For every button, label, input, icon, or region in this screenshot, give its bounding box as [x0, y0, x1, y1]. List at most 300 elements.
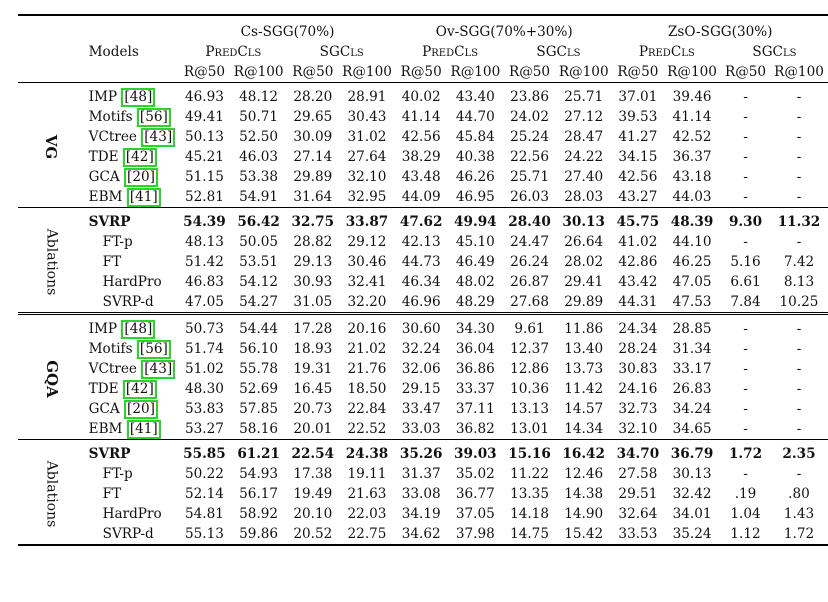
value-cell: 20.52 — [288, 524, 339, 545]
value-cell: 28.20 — [288, 83, 339, 108]
value-cell: 44.73 — [401, 254, 441, 270]
value-cell: 25.71 — [555, 83, 613, 108]
value-cell: - — [796, 381, 802, 397]
value-cell: 34.24 — [672, 401, 712, 417]
section-label-text: GQA — [42, 359, 61, 398]
metric-header: R@50 — [183, 64, 226, 80]
value-cell: 2.35 — [770, 440, 828, 465]
header-row-metrics — [18, 62, 828, 83]
table-row — [18, 440, 828, 465]
citation-link[interactable]: [42] — [123, 148, 157, 167]
value-cell: 17.28 — [288, 314, 339, 340]
value-cell: 40.38 — [455, 149, 495, 165]
value-cell: 55.78 — [239, 361, 279, 377]
value-cell: 50.22 — [184, 466, 224, 482]
value-cell: 48.12 — [230, 83, 288, 108]
table-row — [18, 399, 828, 419]
value-cell: 30.09 — [293, 129, 333, 145]
value-cell: 28.91 — [338, 83, 396, 108]
model-name: Motifs — [88, 341, 133, 357]
value-cell: - — [743, 189, 748, 205]
value-cell: 52.14 — [184, 486, 224, 502]
value-cell: 40.02 — [396, 83, 447, 108]
value-cell: 51.15 — [184, 169, 224, 185]
value-cell: 13.01 — [510, 421, 549, 437]
model-name: FT-p — [102, 234, 133, 250]
value-cell: 43.42 — [618, 274, 658, 290]
metric-header: R@50 — [617, 64, 659, 80]
value-cell: 21.02 — [347, 341, 387, 357]
value-cell: 38.29 — [401, 149, 441, 165]
value-cell: 34.15 — [618, 149, 658, 165]
section-label — [18, 208, 85, 314]
model-name: GCA — [88, 401, 120, 417]
model-name-cell — [85, 419, 180, 440]
model-name-cell — [85, 359, 180, 379]
metric-header: R@100 — [233, 64, 284, 80]
model-name-cell — [85, 107, 180, 127]
value-cell: 46.25 — [672, 254, 712, 270]
citation-link[interactable]: [41] — [127, 188, 161, 207]
value-cell: 12.86 — [510, 361, 549, 377]
results-table — [18, 14, 828, 546]
value-cell: 22.75 — [338, 524, 396, 545]
value-cell: 36.79 — [663, 440, 721, 465]
value-cell: 30.83 — [618, 361, 658, 377]
value-cell: 48.29 — [455, 294, 495, 310]
value-cell: 27.64 — [347, 149, 387, 165]
table-row — [18, 107, 828, 127]
model-name: VCtree — [88, 361, 137, 377]
value-cell: 1.43 — [783, 506, 815, 522]
value-cell: 22.03 — [347, 506, 387, 522]
value-cell: 45.10 — [455, 234, 495, 250]
citation-link[interactable]: [56] — [137, 108, 171, 127]
value-cell: 14.90 — [564, 506, 604, 522]
value-cell: 57.85 — [239, 401, 279, 417]
value-cell: 55.85 — [179, 440, 230, 465]
value-cell: 28.02 — [564, 254, 604, 270]
model-name-cell — [85, 484, 180, 504]
value-cell: 45.21 — [184, 149, 224, 165]
value-cell: 30.13 — [555, 208, 613, 233]
value-cell: 30.93 — [293, 274, 333, 290]
table-row — [18, 484, 828, 504]
value-cell: 53.27 — [184, 421, 224, 437]
value-cell: 59.86 — [230, 524, 288, 545]
citation-link[interactable]: [41] — [127, 420, 161, 439]
header-row-tasks — [18, 42, 828, 62]
value-cell: 1.04 — [730, 506, 761, 522]
value-cell: 32.10 — [618, 421, 658, 437]
model-name: IMP — [88, 321, 118, 337]
value-cell: 9.30 — [721, 208, 770, 233]
value-cell: 51.02 — [184, 361, 224, 377]
value-cell: 19.31 — [293, 361, 333, 377]
model-name: IMP — [88, 89, 118, 105]
value-cell: 50.13 — [184, 129, 224, 145]
value-cell: 36.37 — [672, 149, 712, 165]
value-cell: 50.71 — [239, 109, 279, 125]
model-name-cell — [85, 399, 180, 419]
model-name-cell — [85, 208, 180, 233]
citation-link[interactable]: [20] — [124, 168, 158, 187]
model-name: GCA — [88, 169, 120, 185]
section-label — [18, 83, 85, 208]
value-cell: - — [770, 314, 828, 340]
value-cell: - — [721, 83, 770, 108]
value-cell: - — [796, 189, 802, 205]
model-name: SVRP — [88, 446, 131, 462]
value-cell: 47.53 — [672, 294, 712, 310]
model-name-cell — [85, 252, 180, 272]
value-cell: 55.13 — [179, 524, 230, 545]
value-cell: 14.38 — [564, 486, 604, 502]
value-cell: 56.42 — [230, 208, 288, 233]
value-cell: 26.64 — [564, 234, 604, 250]
value-cell: 14.57 — [564, 401, 604, 417]
value-cell: 45.75 — [613, 208, 664, 233]
value-cell: 52.50 — [239, 129, 279, 145]
value-cell: 58.16 — [239, 421, 279, 437]
value-cell: 37.01 — [613, 83, 664, 108]
model-name-cell — [85, 464, 180, 484]
value-cell: 33.87 — [338, 208, 396, 233]
model-name-cell — [85, 272, 180, 292]
value-cell: 24.34 — [613, 314, 664, 340]
value-cell: 28.85 — [663, 314, 721, 340]
value-cell: 15.42 — [555, 524, 613, 545]
value-cell: 29.41 — [564, 274, 604, 290]
task-header: SGCls — [752, 44, 797, 60]
value-cell: 20.16 — [338, 314, 396, 340]
value-cell: 46.96 — [401, 294, 441, 310]
table-row — [18, 208, 828, 233]
value-cell: - — [796, 169, 802, 185]
value-cell: 33.37 — [455, 381, 495, 397]
value-cell: 13.13 — [510, 401, 549, 417]
value-cell: 29.65 — [293, 109, 333, 125]
value-cell: 5.16 — [730, 254, 761, 270]
value-cell: - — [743, 169, 748, 185]
value-cell: 20.10 — [293, 506, 333, 522]
value-cell: 30.60 — [396, 314, 447, 340]
value-cell: 32.10 — [347, 169, 387, 185]
value-cell: 29.89 — [293, 169, 333, 185]
value-cell: 13.73 — [564, 361, 604, 377]
metric-header: R@50 — [292, 64, 334, 80]
value-cell: 27.40 — [564, 169, 604, 185]
value-cell: 15.16 — [504, 440, 555, 465]
value-cell: 14.18 — [510, 506, 549, 522]
value-cell: 7.84 — [730, 294, 761, 310]
value-cell: 27.68 — [510, 294, 549, 310]
value-cell: 46.83 — [184, 274, 224, 290]
value-cell: 50.05 — [239, 234, 279, 250]
model-name: HardPro — [102, 274, 162, 290]
value-cell: 32.20 — [347, 294, 387, 310]
value-cell: 32.41 — [347, 274, 387, 290]
value-cell: 43.40 — [446, 83, 504, 108]
value-cell: 37.11 — [455, 401, 495, 417]
value-cell: 58.92 — [239, 506, 279, 522]
citation-link[interactable]: [56] — [137, 340, 171, 359]
value-cell: 24.22 — [564, 149, 604, 165]
table-row — [18, 419, 828, 440]
value-cell: 54.81 — [184, 506, 224, 522]
value-cell: 22.52 — [347, 421, 387, 437]
value-cell: 26.87 — [510, 274, 549, 290]
value-cell: 23.86 — [504, 83, 555, 108]
model-name: FT — [102, 486, 122, 502]
value-cell: - — [743, 129, 748, 145]
model-name-cell — [85, 379, 180, 399]
value-cell: 21.76 — [347, 361, 387, 377]
table-row — [18, 252, 828, 272]
metric-header: R@50 — [400, 64, 442, 80]
metric-header: R@50 — [724, 64, 767, 80]
value-cell: - — [796, 109, 802, 125]
value-cell: - — [743, 234, 748, 250]
value-cell: 32.42 — [672, 486, 712, 502]
value-cell: 44.10 — [672, 234, 712, 250]
value-cell: 56.17 — [239, 486, 279, 502]
value-cell: 51.42 — [184, 254, 224, 270]
value-cell: 11.32 — [770, 208, 828, 233]
value-cell: 42.56 — [618, 169, 658, 185]
table-row — [18, 359, 828, 379]
section-label — [18, 314, 85, 440]
value-cell: 46.93 — [179, 83, 230, 108]
value-cell: 18.93 — [293, 341, 333, 357]
value-cell: 21.63 — [347, 486, 387, 502]
value-cell: - — [796, 401, 802, 417]
value-cell: - — [796, 466, 802, 482]
value-cell: 61.21 — [230, 440, 288, 465]
value-cell: 29.12 — [347, 234, 387, 250]
value-cell: 19.49 — [293, 486, 333, 502]
value-cell: 45.84 — [455, 129, 495, 145]
value-cell: 52.81 — [184, 189, 224, 205]
value-cell: 41.14 — [401, 109, 441, 125]
value-cell: - — [796, 361, 802, 377]
value-cell: - — [721, 314, 770, 340]
models-header: Models — [88, 44, 139, 60]
value-cell: 32.75 — [288, 208, 339, 233]
value-cell: - — [743, 466, 748, 482]
model-name: TDE — [88, 381, 119, 397]
value-cell: 10.25 — [779, 294, 819, 310]
value-cell: 27.12 — [564, 109, 604, 125]
value-cell: 46.26 — [455, 169, 495, 185]
model-name-cell — [85, 147, 180, 167]
metric-header: R@50 — [508, 64, 551, 80]
value-cell: 31.05 — [293, 294, 333, 310]
model-name-cell — [85, 187, 180, 208]
group-header: Cs-SGG(70%) — [179, 15, 396, 42]
model-name: FT-p — [102, 466, 133, 482]
model-name-cell — [85, 127, 180, 147]
section-label-text: Ablations — [43, 228, 60, 296]
model-name: TDE — [88, 149, 119, 165]
value-cell: 32.24 — [401, 341, 441, 357]
model-name: SVRP — [88, 214, 131, 230]
value-cell: 48.39 — [663, 208, 721, 233]
value-cell: 36.04 — [455, 341, 495, 357]
task-header: SGCls — [319, 44, 364, 60]
table-row — [18, 524, 828, 545]
value-cell: - — [796, 234, 802, 250]
value-cell: 31.64 — [293, 189, 333, 205]
value-cell: 24.02 — [510, 109, 549, 125]
citation-link[interactable]: [43] — [141, 360, 175, 379]
value-cell: 33.03 — [401, 421, 441, 437]
value-cell: .19 — [734, 486, 757, 502]
task-header: PredCls — [638, 44, 695, 60]
value-cell: 28.24 — [618, 341, 658, 357]
model-name-cell — [85, 314, 180, 340]
value-cell: - — [743, 361, 748, 377]
value-cell: - — [796, 421, 802, 437]
value-cell: 13.40 — [564, 341, 604, 357]
value-cell: 31.02 — [347, 129, 387, 145]
value-cell: 11.42 — [564, 381, 604, 397]
model-name: FT — [102, 254, 122, 270]
value-cell: 27.58 — [618, 466, 658, 482]
value-cell: 29.89 — [564, 294, 604, 310]
value-cell: 32.06 — [401, 361, 441, 377]
value-cell: 25.71 — [510, 169, 549, 185]
value-cell: 48.30 — [184, 381, 224, 397]
table-row — [18, 232, 828, 252]
value-cell: .80 — [788, 486, 810, 502]
value-cell: 39.03 — [446, 440, 504, 465]
model-name-cell — [85, 167, 180, 187]
value-cell: 13.35 — [510, 486, 549, 502]
citation-link[interactable]: [42] — [123, 380, 157, 399]
value-cell: 48.13 — [184, 234, 224, 250]
value-cell: 43.18 — [672, 169, 712, 185]
value-cell: 42.52 — [672, 129, 712, 145]
citation-link[interactable]: [20] — [124, 400, 158, 419]
value-cell: 56.10 — [239, 341, 279, 357]
table-row — [18, 292, 828, 314]
value-cell: - — [743, 341, 748, 357]
value-cell: 36.86 — [455, 361, 495, 377]
value-cell: 16.45 — [293, 381, 333, 397]
value-cell: 14.75 — [504, 524, 555, 545]
task-header: PredCls — [422, 44, 478, 60]
table-row — [18, 504, 828, 524]
value-cell: 47.05 — [672, 274, 712, 290]
model-name-cell — [85, 440, 180, 465]
value-cell: 33.47 — [401, 401, 441, 417]
value-cell: 19.11 — [347, 466, 387, 482]
model-name-cell — [85, 292, 180, 314]
value-cell: 32.95 — [347, 189, 387, 205]
table-row — [18, 379, 828, 399]
value-cell: 34.62 — [396, 524, 447, 545]
metric-header: R@100 — [342, 64, 392, 80]
model-name-cell — [85, 504, 180, 524]
value-cell: 46.49 — [455, 254, 495, 270]
value-cell: 8.13 — [783, 274, 815, 290]
value-cell: 49.94 — [446, 208, 504, 233]
value-cell: - — [796, 341, 802, 357]
value-cell: 30.43 — [347, 109, 387, 125]
value-cell: 54.12 — [239, 274, 279, 290]
value-cell: 36.77 — [455, 486, 495, 502]
value-cell: 34.70 — [613, 440, 664, 465]
table-row — [18, 339, 828, 359]
citation-link[interactable]: [48] — [121, 88, 155, 107]
model-name: EBM — [88, 421, 123, 437]
task-header: PredCls — [205, 44, 262, 60]
value-cell: 25.24 — [510, 129, 549, 145]
value-cell: 10.36 — [510, 381, 549, 397]
value-cell: 29.51 — [618, 486, 658, 502]
value-cell: 33.17 — [672, 361, 712, 377]
section-label-text: Ablations — [43, 460, 60, 528]
value-cell: 39.46 — [663, 83, 721, 108]
value-cell: 47.05 — [184, 294, 224, 310]
citation-link[interactable]: [43] — [141, 128, 175, 147]
value-cell: 54.91 — [239, 189, 279, 205]
value-cell: 29.15 — [401, 381, 441, 397]
value-cell: - — [796, 149, 802, 165]
value-cell: 31.34 — [672, 341, 712, 357]
model-name-cell — [85, 83, 180, 108]
value-cell: 9.61 — [504, 314, 555, 340]
value-cell: 43.48 — [401, 169, 441, 185]
value-cell: 54.27 — [239, 294, 279, 310]
value-cell: 43.27 — [618, 189, 658, 205]
value-cell: 14.34 — [564, 421, 604, 437]
value-cell: 33.53 — [613, 524, 664, 545]
value-cell: 16.42 — [555, 440, 613, 465]
value-cell: 28.82 — [293, 234, 333, 250]
value-cell: 52.69 — [239, 381, 279, 397]
value-cell: - — [743, 381, 748, 397]
value-cell: 6.61 — [730, 274, 761, 290]
value-cell: 32.64 — [618, 506, 658, 522]
value-cell: 44.70 — [455, 109, 495, 125]
value-cell: 37.05 — [455, 506, 495, 522]
value-cell: 12.37 — [510, 341, 549, 357]
model-name: EBM — [88, 189, 123, 205]
value-cell: 46.03 — [239, 149, 279, 165]
model-name-cell — [85, 524, 180, 545]
value-cell: 53.38 — [239, 169, 279, 185]
value-cell: 33.08 — [401, 486, 441, 502]
value-cell: 1.72 — [770, 524, 828, 545]
citation-link[interactable]: [48] — [121, 320, 155, 339]
value-cell: 31.37 — [401, 466, 441, 482]
value-cell: 54.93 — [239, 466, 279, 482]
value-cell: 26.03 — [510, 189, 549, 205]
value-cell: 46.34 — [401, 274, 441, 290]
section-label — [18, 440, 85, 546]
metric-header: R@100 — [450, 64, 501, 80]
value-cell: 27.14 — [293, 149, 333, 165]
value-cell: 28.03 — [564, 189, 604, 205]
table-row — [18, 83, 828, 108]
value-cell: 35.24 — [663, 524, 721, 545]
value-cell: 30.13 — [672, 466, 712, 482]
value-cell: 37.98 — [446, 524, 504, 545]
table-row — [18, 464, 828, 484]
table-row — [18, 147, 828, 167]
